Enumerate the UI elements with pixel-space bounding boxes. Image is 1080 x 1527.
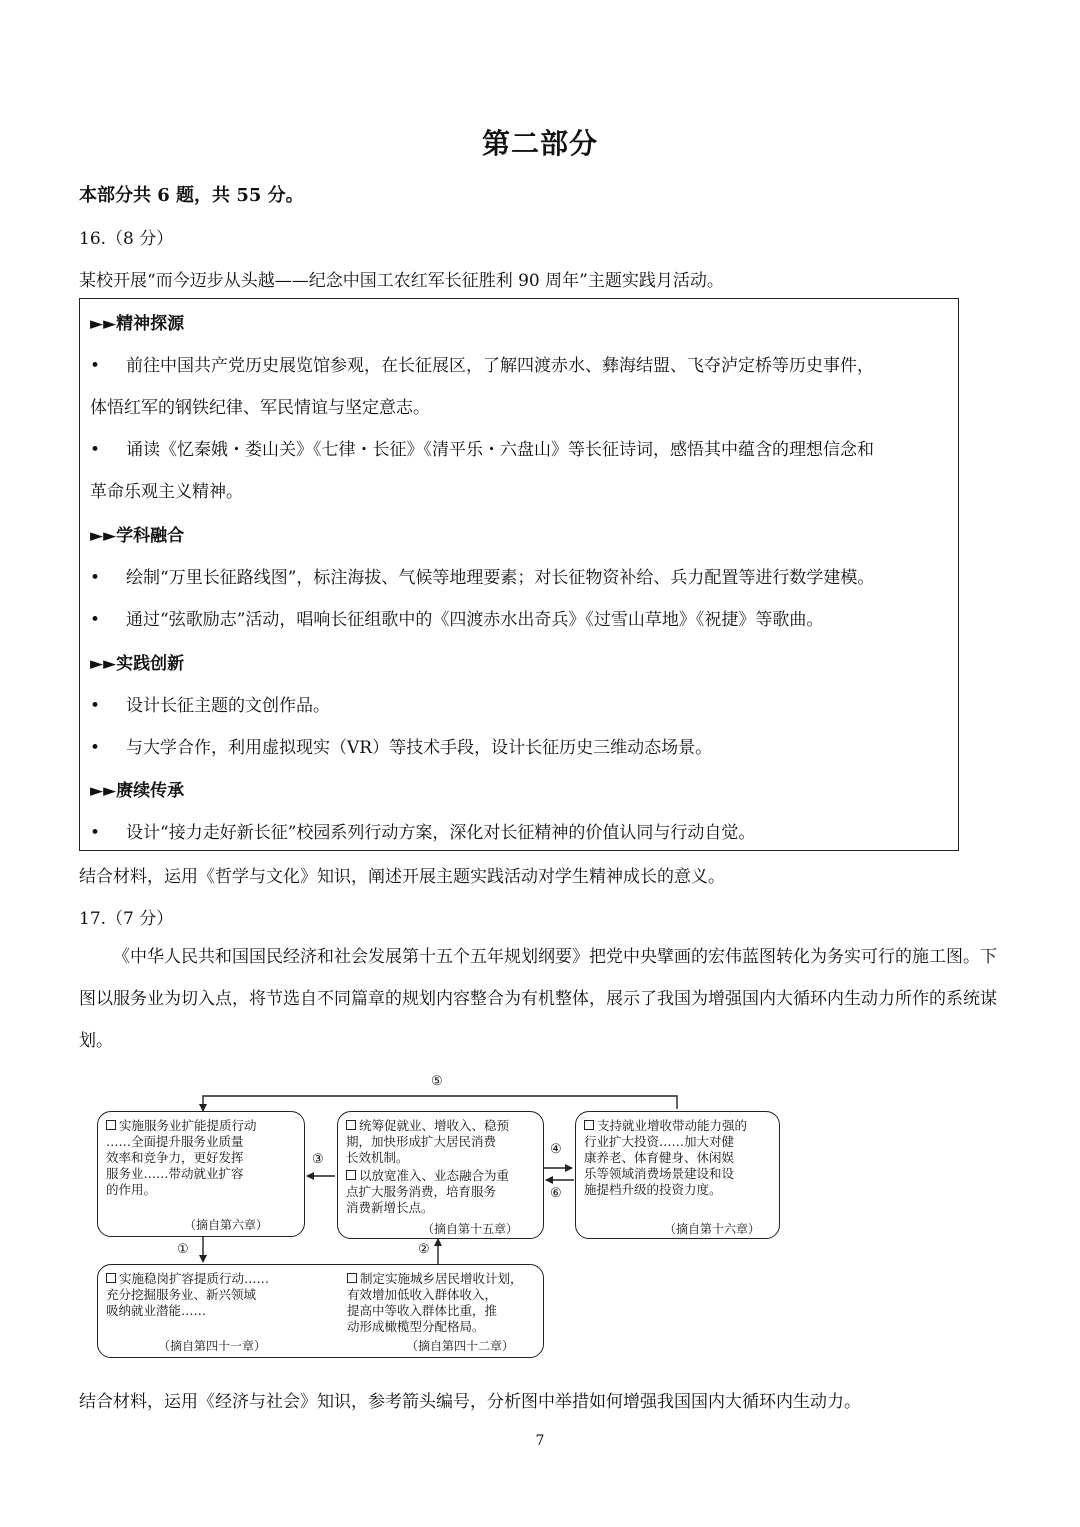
list-item: • 通过“弦歌励志”活动，唱响长征组歌中的《四渡赤水出奇兵》《过雪山草地》《祝捷》等歌曲。 <box>90 610 824 630</box>
checkbox-icon <box>106 1273 116 1283</box>
arrow-6-label: ⑥ <box>550 1186 562 1201</box>
node-chapters-41-42 <box>97 1264 544 1358</box>
question-17-prompt: 结合材料，运用《经济与社会》知识，参考箭头编号，分析图中举措如何增强我国国内大循环内生动力。 <box>79 1392 861 1412</box>
list-item: • 设计长征主题的文创作品。 <box>90 696 330 716</box>
list-item: • 与大学合作，利用虚拟现实（VR）等技术手段，设计长征历史三维动态场景。 <box>90 738 713 758</box>
section-title: 第二部分 <box>481 127 598 160</box>
node-chapter-6 <box>97 1111 305 1237</box>
node-chapter-15 <box>337 1111 544 1239</box>
page-number: 7 <box>535 1433 545 1449</box>
activity-material-box <box>79 298 959 851</box>
question-17-number: 17.（7 分） <box>79 909 174 929</box>
checkbox-icon <box>346 1170 356 1180</box>
arrow-3-label: ③ <box>312 1152 324 1167</box>
bullet-icon: • <box>90 568 101 588</box>
node-chapter-16 <box>575 1111 780 1239</box>
node-source: （摘自第十六章） <box>664 1222 761 1236</box>
bullet-icon: • <box>90 610 101 630</box>
node-text-chapter-42: 制定实施城乡居民增收计划， 有效增加低收入群体收入， 提高中等收入群体比重，推 动形成橄榄型分配格局。 <box>347 1271 523 1334</box>
question-16-intro: 某校开展“而今迈步从头越——纪念中国工农红军长征胜利 90 周年”主题实践月活动。 <box>79 271 724 291</box>
arrow-5 <box>203 1096 677 1111</box>
checkbox-icon <box>106 1120 116 1130</box>
checkbox-icon <box>347 1273 357 1283</box>
heading-practice-innovation: ►►实践创新 <box>90 654 185 674</box>
arrow-1-label: ① <box>177 1242 189 1257</box>
list-item-continuation: 革命乐观主义精神。 <box>90 482 243 502</box>
node-source-chapter-42: （摘自第四十二章） <box>406 1339 515 1353</box>
node-source: （摘自第六章） <box>184 1218 269 1232</box>
plan-flow-diagram <box>95 1070 795 1370</box>
bullet-icon: • <box>90 696 101 716</box>
checkbox-icon <box>584 1120 594 1130</box>
heading-spirit-origin: ►►精神探源 <box>90 314 185 334</box>
checkbox-icon <box>346 1120 356 1130</box>
bullet-icon: • <box>90 823 101 843</box>
question-16-prompt: 结合材料，运用《哲学与文化》知识，阐述开展主题实践活动对学生精神成长的意义。 <box>79 867 725 887</box>
question-17-intro: 《中华人民共和国国民经济和社会发展第十五个五年规划纲要》把党中央擘画的宏伟蓝图转化为务实可行的施工图。下图以服务业为切入点，将节选自不同篇章的规划内容整合为有机整体，展示了我国为增强国内大循环内生动力所作的系统谋划。 <box>79 947 997 1051</box>
list-item: • 设计“接力走好新长征”校园系列行动方案，深化对长征精神的价值认同与行动自觉。 <box>90 823 756 843</box>
node-source: （摘自第十五章） <box>422 1222 519 1236</box>
heading-subject-integration: ►►学科融合 <box>90 526 185 546</box>
node-text: 统筹促就业、增收入、稳预 期，加快形成扩大居民消费 长效机制。 <box>346 1118 510 1165</box>
node-text: 以放宽准入、业态融合为重 点扩大服务消费，培育服务 消费新增长点。 <box>346 1168 510 1215</box>
heading-inheritance: ►►赓续传承 <box>90 781 185 801</box>
list-item: • 绘制“万里长征路线图”，标注海拔、气候等地理要素；对长征物资补给、兵力配置等进行数学建模。 <box>90 568 875 588</box>
arrow-4-label: ④ <box>550 1142 562 1157</box>
bullet-icon: • <box>90 738 101 758</box>
node-text: 支持就业增收带动能力强的 行业扩大投资……加大对健 康养老、体育健身、休闲娱 乐等领域消费场景建设和设 施提档升级的投资力度。 <box>584 1118 748 1197</box>
list-item: • 前往中国共产党历史展览馆参观，在长征展区，了解四渡赤水、彝海结盟、飞夺泸定桥等历史事件， <box>90 356 874 376</box>
list-item-continuation: 体悟红军的钢铁纪律、军民情谊与坚定意志。 <box>90 398 430 418</box>
node-text-chapter-41: 实施稳岗扩容提质行动…… 充分挖掘服务业、新兴领域 吸纳就业潜能…… <box>106 1271 270 1318</box>
section-intro: 本部分共 6 题，共 55 分。 <box>79 185 304 206</box>
arrow-5-label: ⑤ <box>431 1074 443 1089</box>
bullet-icon: • <box>90 356 101 376</box>
bullet-icon: • <box>90 440 101 460</box>
question-16-number: 16.（8 分） <box>79 229 174 249</box>
arrow-2-label: ② <box>418 1242 430 1257</box>
node-text: 实施服务业扩能提质行动 ……全面提升服务业质量 效率和竞争力，更好发挥 服务业……带动就业扩容 的作用。 <box>106 1118 257 1197</box>
node-source-chapter-41: （摘自第四十一章） <box>158 1339 267 1353</box>
list-item: • 诵读《忆秦娥・娄山关》《七律・长征》《清平乐・六盘山》等长征诗词，感悟其中蕴含的理想信念和 <box>90 440 874 460</box>
